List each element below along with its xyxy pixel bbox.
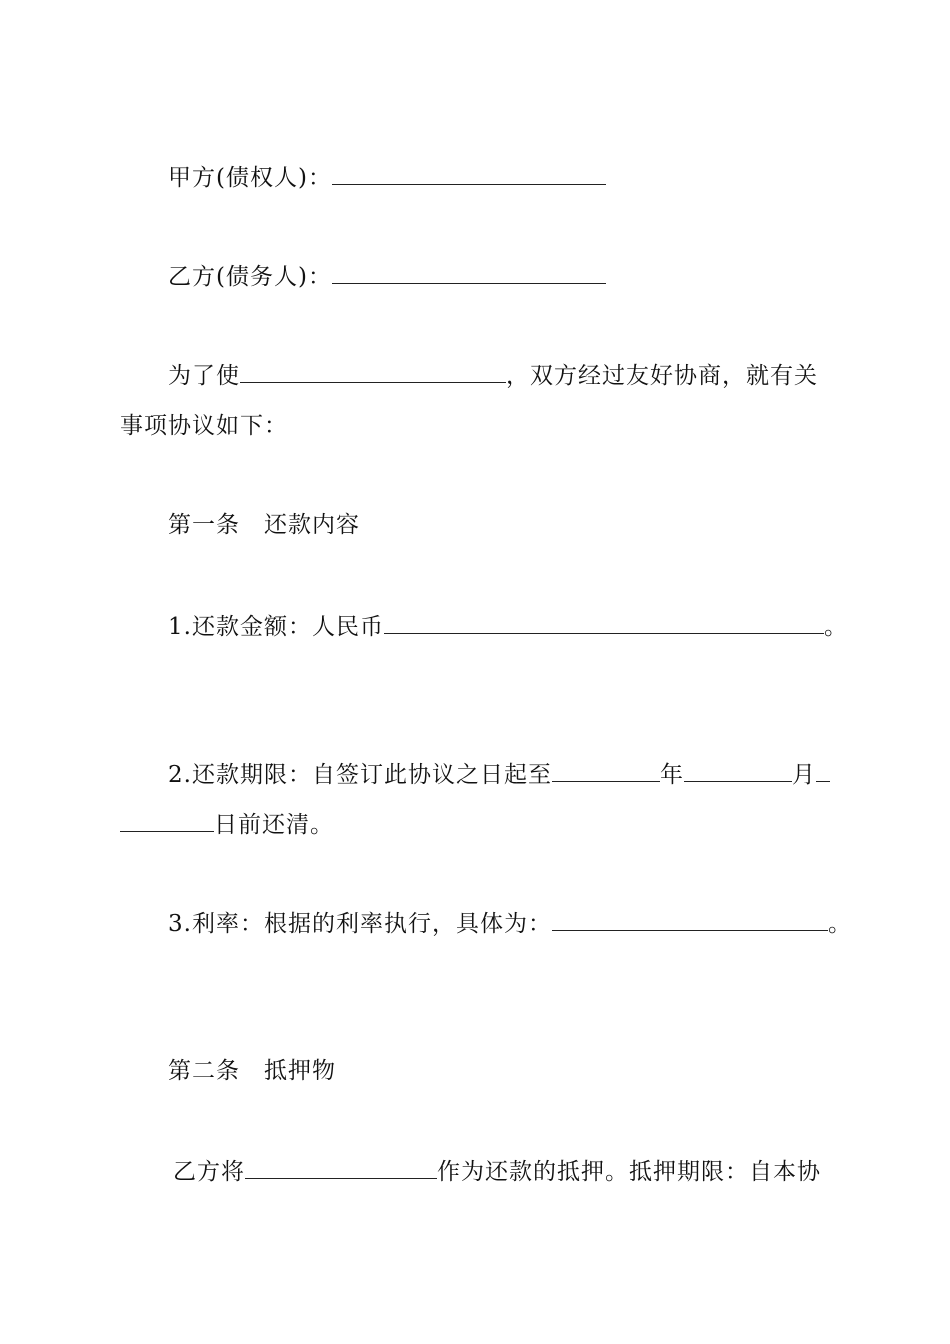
- pledge-line: [173, 1157, 821, 1187]
- party-b-line: [168, 262, 606, 292]
- intro-blank: [240, 362, 506, 383]
- item-1-line: [168, 612, 848, 642]
- party-b-blank: [332, 263, 606, 284]
- item-3-blank: [552, 910, 828, 931]
- item-1-suffix: 。: [823, 614, 848, 640]
- item-2-day-blank-start: [816, 761, 830, 782]
- article-2-title: [168, 1056, 336, 1086]
- intro-start: 为了使: [168, 363, 240, 389]
- item-1-prefix: 1.还款金额：人民币: [168, 614, 384, 640]
- item-2-line-2: [120, 810, 334, 840]
- intro-line-2: [120, 411, 288, 441]
- item-2-month: 月: [791, 762, 816, 788]
- intro-line-1: [168, 361, 818, 391]
- item-2-line-1: [168, 760, 830, 790]
- party-b-label: 乙方(债务人)：: [168, 264, 332, 290]
- item-3-suffix: 。: [827, 911, 852, 937]
- item-2-prefix: 2.还款期限：自签订此协议之日起至: [168, 762, 552, 788]
- intro-end: ，双方经过友好协商，就有关: [506, 363, 818, 389]
- intro-line2-text: 事项协议如下：: [120, 413, 288, 439]
- pledge-prefix: 乙方将: [173, 1159, 245, 1185]
- item-2-line2-end: 日前还清。: [214, 812, 334, 838]
- party-a-label: 甲方(债权人)：: [168, 165, 332, 191]
- pledge-blank: [245, 1158, 437, 1179]
- pledge-suffix: 作为还款的抵押。抵押期限：自本协: [437, 1159, 821, 1185]
- party-a-blank: [332, 164, 606, 185]
- article-1-title-text: 第一条 还款内容: [168, 512, 360, 538]
- item-1-blank: [384, 613, 824, 634]
- party-a-line: [168, 163, 606, 193]
- item-2-year: 年: [659, 762, 684, 788]
- article-1-title: [168, 510, 360, 540]
- article-2-title-text: 第二条 抵押物: [168, 1058, 336, 1084]
- item-3-line: [168, 909, 852, 939]
- item-2-day-blank: [120, 811, 214, 832]
- item-2-year-blank: [552, 761, 660, 782]
- item-2-month-blank: [684, 761, 792, 782]
- item-3-prefix: 3.利率：根据的利率执行，具体为：: [168, 911, 552, 937]
